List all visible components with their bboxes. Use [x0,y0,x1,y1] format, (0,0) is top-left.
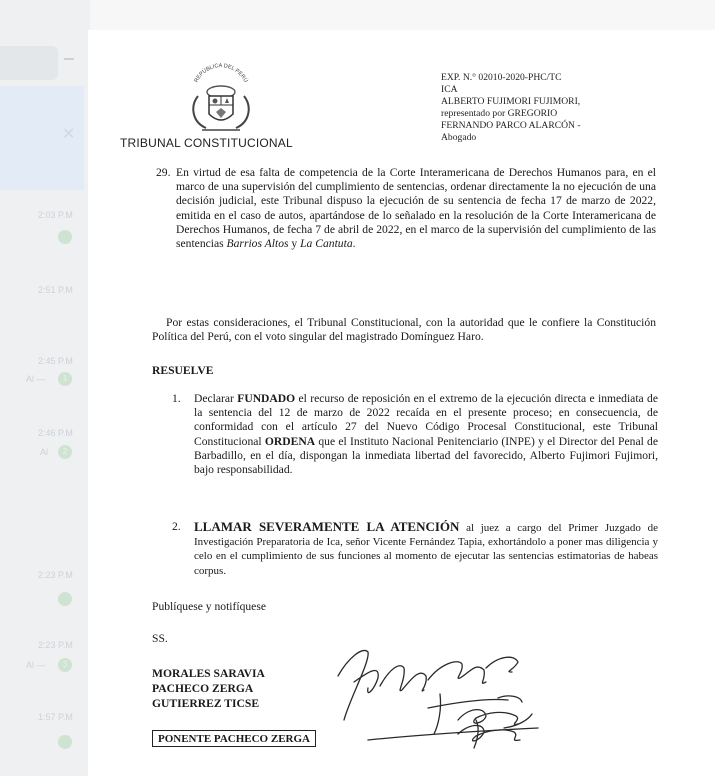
case-reference [441,72,671,144]
item-number: 2. [172,520,181,533]
magistrate-name: GUTIERREZ TICSE [152,697,260,710]
ponente-box: PONENTE PACHECO ZERGA [152,730,316,747]
case-name: Barrios Altos [226,237,289,251]
magistrate-name: PACHECO ZERGA [152,682,254,695]
chat-time: 2:03 P.M [38,210,73,220]
magistrate-name: MORALES SARAVIA [152,667,265,680]
case-reference-line: representado por GREGORIO [441,108,558,119]
background-search-box[interactable] [0,46,58,80]
resolution-item-2 [172,519,658,578]
coat-of-arms-icon [188,56,254,144]
item-emphasis: LLAMAR SEVERAMENTE LA ATENCIÓN [194,519,460,534]
resolution-item-1 [172,392,658,477]
document-page [88,30,715,776]
publish-notice: Publíquese y notifíquese [152,600,266,613]
item-text: el recurso de reposición en el extremo de la ejecución directa e inmediata de la sentencia del 12 de marzo de 2022 recaída en el presente proceso; en consecuencia, de conformidad con el artículo 27 del Nuevo Código Procesal Constitucional, este Tribunal Constitucional [194,392,658,448]
close-icon[interactable]: ✕ [62,124,76,143]
background-topbar [0,0,715,31]
unread-badge [58,230,72,244]
case-reference-line: ALBERTO FUJIMORI FUJIMORI, [441,96,581,107]
unread-badge: 3 [58,658,72,672]
item-text: Declarar [194,392,238,405]
case-name: La Cantuta [300,237,353,251]
paragraph-text: En virtud de esa falta de competencia de la Corte Interamericana de Derechos Humanos para, en el marco de una supervisión del cumplimiento de sentencias, ordenar directamente la no ejecución de una decisión judicial, este Tribunal dispuso la ejecución de su sentencia de fecha 17 de marzo de 2022, emitida en el caso de autos, apartándose de lo señalado en la resolución de la Corte Interamericana de Derechos Humanos, de fecha 7 de abril de 2022, en el marco de la supervisión del cumplimiento de las sentencias [176,166,656,251]
unread-badge [58,592,72,606]
chat-time: 2:23 P.M [38,570,73,580]
ss-label: SS. [152,632,168,645]
item-emphasis: FUNDADO [237,392,296,405]
item-text: que el Instituto Nacional Penitenciario (INPE) y el Director del Penal de Barbadillo, en el día, dispongan la inmediata libertad del favorecido, Alberto Fujimori Fujimori, bajo responsabilidad. [194,434,658,477]
case-reference-line: ICA [441,84,458,95]
magistrates-list [152,666,265,711]
unread-badge [58,735,72,749]
document-header [88,30,715,162]
chat-snippet: Al [40,447,49,457]
case-reference-line: EXP. N.° 02010-2020-PHC/TC [441,72,562,83]
item-emphasis: ORDENA [264,434,316,448]
paragraph-29 [156,166,656,251]
case-reference-line: FERNANDO PARCO ALARCÓN - [441,120,581,131]
institution-name: TRIBUNAL CONSTITUCIONAL [120,136,293,150]
chat-time: 2:46 P.M [38,428,73,438]
item-number: 1. [172,392,181,405]
chat-time: 1:57 P.M [38,712,73,722]
conjunction: y [288,237,301,251]
handwritten-signatures [308,628,568,758]
paragraph-number: 29. [156,166,171,179]
period: . [352,237,356,251]
chat-snippet: Al — [26,374,46,384]
case-reference-line: Abogado [441,132,477,143]
chat-time: 2:51 P.M [38,285,73,295]
considerations-paragraph: Por estas consideraciones, el Tribunal Constitucional, con la autoridad que le confiere la Constitución Política del Perú, con el voto singular del magistrado Domínguez Haro. [152,316,656,344]
chat-time: 2:45 P.M [38,356,73,366]
unread-badge: 1 [58,372,72,386]
svg-text:REPÚBLICA DEL PERÚ: REPÚBLICA DEL PERÚ [193,63,249,84]
unread-badge: 2 [58,445,72,459]
background-menu-icon[interactable] [64,58,74,60]
resuelve-heading: RESUELVE [152,364,214,377]
chat-time: 2:23 P.M [38,640,73,650]
item-text: al juez a cargo del Primer Juzgado de Investigación Preparatoria de Ica, señor Vicente Fernández Tapia, exhortándolo a poner mas diligencia y celo en el cumplimiento de sus funciones al momento de ejecutar las sentencias estimatorias de habeas corpus. [194,522,658,577]
chat-snippet: Al — [26,660,46,670]
